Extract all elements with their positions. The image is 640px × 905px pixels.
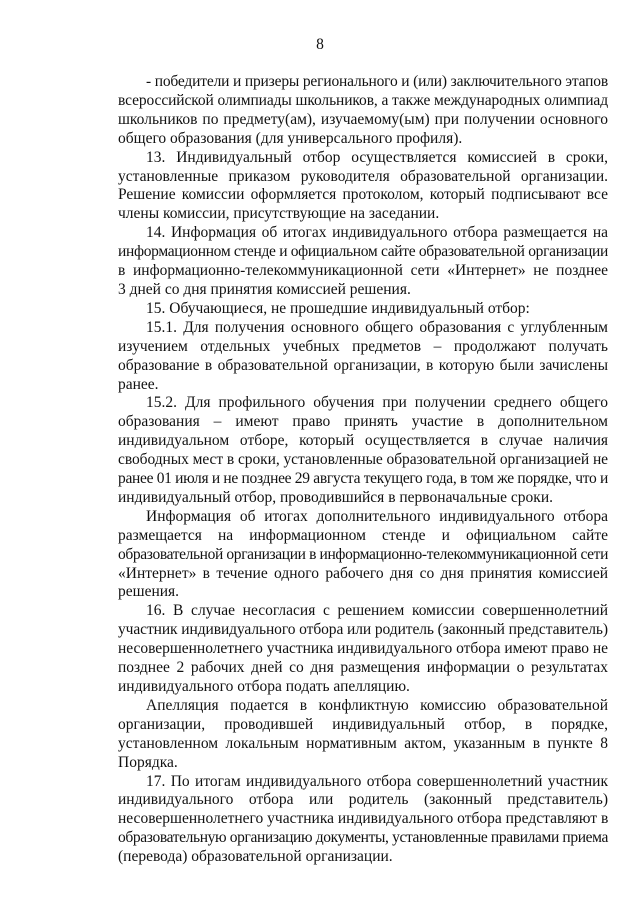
paragraph <box>118 602 608 697</box>
text-line: ранее 01 июля и не позднее 29 августа текущего года, в том же порядке, что и <box>118 470 608 488</box>
text-line: 17. По итогам индивидуального отбора совершеннолетний участник <box>146 772 608 790</box>
text-line: 15. Обучающиеся, не прошедшие индивидуальный отбор: <box>146 299 530 317</box>
text-line: образования – имеют право принять участие в дополнительном <box>118 413 608 431</box>
text-line: решения. <box>118 583 180 601</box>
text-line: участник индивидуального отбора или родитель (законный представитель) <box>118 621 608 639</box>
paragraph <box>118 508 608 603</box>
text-line: 13. Индивидуальный отбор осуществляется комиссией в сроки, <box>146 148 608 166</box>
paragraph <box>118 773 608 868</box>
text-line: индивидуальный отбор, проводившийся в первоначальные сроки. <box>118 488 553 506</box>
paragraph <box>118 73 608 149</box>
text-line: организации, проводившей индивидуальный отбор, в порядке, <box>118 715 608 733</box>
text-line: 14. Информация об итогах индивидуального отбора размещается на <box>146 224 608 242</box>
text-line: индивидуального отбора подать апелляцию. <box>118 678 410 695</box>
text-line: всероссийской олимпиады школьников, а также международных олимпиад <box>118 91 608 109</box>
paragraph <box>118 300 608 319</box>
text-line: несовершеннолетнего участника индивидуального отбора имеют право не <box>118 640 608 658</box>
page-number: 8 <box>316 36 324 53</box>
text-line: (перевода) образовательной организации. <box>118 848 393 866</box>
text-line: установленном локальным нормативным актом, указанным в пункте 8 <box>118 734 608 752</box>
text-line: образование в образовательной организации, в которую были зачислены <box>118 356 608 374</box>
text-line: - победители и призеры регионального и (или) заключительного этапов <box>146 73 608 90</box>
paragraph <box>118 394 608 507</box>
document-body <box>118 73 608 867</box>
text-line: школьников по предмету(ам), изучаемому(ым) при получении основного <box>118 110 608 128</box>
text-line: 3 дней со дня принятия комиссией решения. <box>118 280 411 298</box>
paragraph <box>118 319 608 395</box>
paragraph <box>118 224 608 300</box>
text-line: информационном стенде и официальном сайте образовательной организации <box>118 243 608 261</box>
text-line: свободных мест в сроки, установленные образовательной организацией не <box>118 451 608 469</box>
text-line: 15.2. Для профильного обучения при получении среднего общего <box>146 394 608 412</box>
text-line: 16. В случае несогласия с решением комиссии совершеннолетний <box>146 602 608 620</box>
text-line: члены комиссии, присутствующие на заседании. <box>118 205 440 223</box>
text-line: образовательной организации в информационно-телекоммуникационной сети <box>118 545 608 563</box>
text-line: Порядка. <box>118 753 178 771</box>
text-line: образовательную организацию документы, установленные правилами приема <box>118 829 608 847</box>
text-line: Апелляция подается в конфликтную комиссию образовательной <box>146 696 608 714</box>
text-line: ранее. <box>118 375 159 393</box>
text-line: «Интернет» в течение одного рабочего дня со дня принятия комиссией <box>118 564 608 582</box>
text-line: позднее 2 рабочих дней со дня размещения информации о результатах <box>118 659 608 677</box>
text-line: размещается на информационном стенде и официальном сайте <box>118 526 608 544</box>
text-line: Решение комиссии оформляется протоколом, который подписывают все <box>118 186 608 204</box>
text-line: 15.1. Для получения основного общего образования с углубленным <box>146 318 608 336</box>
text-line: в информационно-телекоммуникационной сети «Интернет» не позднее <box>118 262 608 280</box>
text-line: установленные приказом руководителя образовательной организации. <box>118 167 608 185</box>
paragraph <box>118 697 608 773</box>
text-line: общего образования (для универсального профиля). <box>118 129 463 147</box>
text-line: изучением отдельных учебных предметов – продолжают получать <box>118 337 608 355</box>
paragraph <box>118 149 608 225</box>
text-line: индивидуальном отборе, который осуществляется в случае наличия <box>118 432 608 450</box>
text-line: индивидуального отбора или родитель (законный представитель) <box>118 791 608 809</box>
text-line: несовершеннолетнего участника индивидуального отбора представляют в <box>118 810 609 828</box>
text-line: Информация об итогах дополнительного индивидуального отбора <box>146 507 608 525</box>
